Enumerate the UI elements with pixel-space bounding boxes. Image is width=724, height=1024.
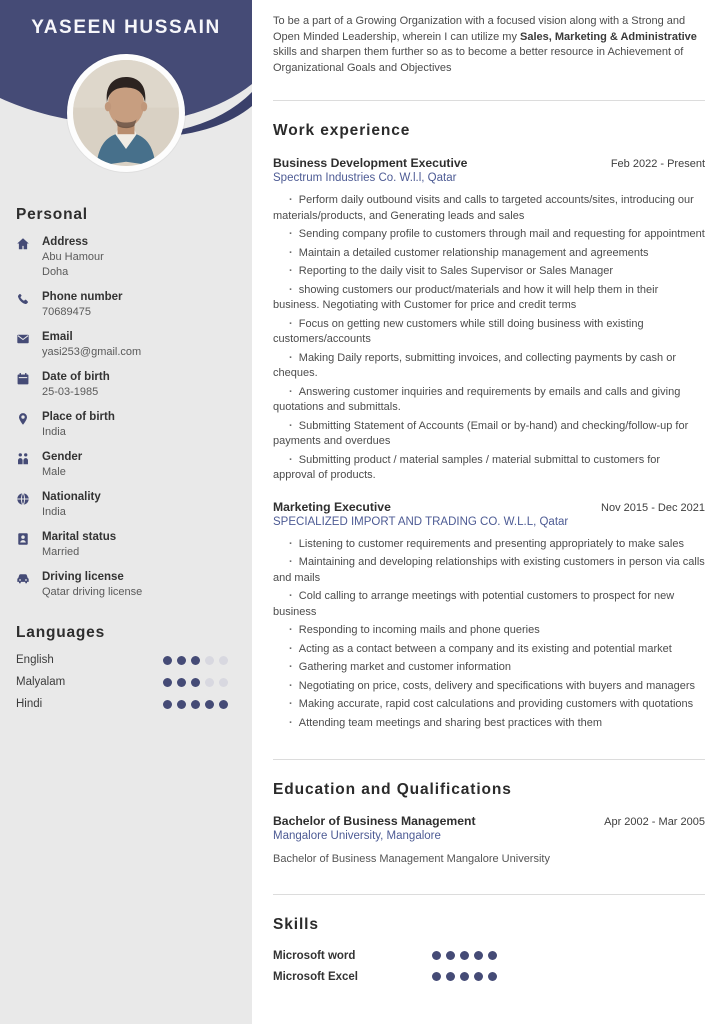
dot-filled bbox=[191, 700, 200, 709]
dot-empty bbox=[205, 678, 214, 687]
skill-list bbox=[273, 950, 705, 983]
personal-item-text bbox=[42, 291, 123, 320]
personal-item bbox=[16, 411, 236, 440]
job-bullet: · Focus on getting new customers while still doing business with existing customers/accounts bbox=[273, 317, 705, 348]
dot-filled bbox=[163, 656, 172, 665]
language-name: Malyalam bbox=[16, 676, 66, 688]
personal-item-text bbox=[42, 411, 115, 440]
personal-item-text bbox=[42, 571, 142, 600]
divider bbox=[273, 100, 705, 101]
personal-item-value: Abu Hamour bbox=[42, 251, 104, 263]
language-row bbox=[16, 676, 236, 688]
languages-section-title: Languages bbox=[16, 624, 106, 641]
gender-icon bbox=[16, 452, 31, 480]
divider bbox=[273, 759, 705, 760]
dot-filled bbox=[177, 656, 186, 665]
job-bullet: · Sending company profile to customers through mail and requesting for appointment bbox=[273, 227, 705, 243]
profile-photo-avatar bbox=[73, 60, 179, 166]
job-role: Marketing Executive bbox=[273, 499, 391, 514]
education-section-title: Education and Qualifications bbox=[273, 781, 512, 798]
skill-row bbox=[273, 971, 705, 983]
dot-filled bbox=[474, 972, 483, 981]
job-bullet: · Listening to customer requirements and presenting appropriately to make sales bbox=[273, 537, 705, 553]
degree-title: Bachelor of Business Management bbox=[273, 814, 476, 828]
personal-item bbox=[16, 531, 236, 560]
rating-dots bbox=[432, 951, 497, 960]
personal-item-label: Address bbox=[42, 236, 89, 248]
dot-filled bbox=[177, 700, 186, 709]
personal-item-value: India bbox=[42, 426, 66, 438]
rating-dots bbox=[163, 656, 228, 665]
personal-item-value: India bbox=[42, 506, 66, 518]
education-note: Bachelor of Business Management Mangalore University bbox=[273, 853, 550, 865]
job-bullets bbox=[273, 193, 705, 484]
pin-icon bbox=[16, 412, 31, 440]
job-bullet: · Acting as a contact between a company and its existing and potential market bbox=[273, 642, 705, 658]
home-icon bbox=[16, 237, 31, 280]
main-content bbox=[252, 0, 724, 992]
job-bullet: · Negotiating on price, costs, delivery and specifications with buyers and managers bbox=[273, 679, 705, 695]
divider bbox=[273, 894, 705, 895]
personal-item-value: 70689475 bbox=[42, 306, 91, 318]
skills-section-title: Skills bbox=[273, 915, 319, 933]
dot-filled bbox=[163, 678, 172, 687]
personal-item-label: Email bbox=[42, 331, 73, 343]
summary-prefix: To be a part of a Growing Organization with a focused vision along with a Strong and Open Minded Leadership, wherein I can utilize my bbox=[273, 15, 686, 43]
dot-filled bbox=[205, 700, 214, 709]
profile-photo-frame bbox=[67, 54, 185, 172]
marital-icon bbox=[16, 532, 31, 560]
skill-name: Microsoft word bbox=[273, 949, 356, 962]
rating-dots bbox=[163, 678, 228, 687]
job-entry bbox=[273, 156, 705, 484]
job-bullet: · Reporting to the daily visit to Sales Supervisor or Sales Manager bbox=[273, 264, 705, 280]
skill-row bbox=[273, 950, 705, 962]
dot-empty bbox=[219, 656, 228, 665]
summary-bold: Sales, Marketing & Administrative bbox=[520, 30, 697, 43]
personal-item-value: Male bbox=[42, 466, 66, 478]
personal-item-label: Place of birth bbox=[42, 411, 115, 423]
job-bullet: · Submitting product / material samples / material submittal to customers for approval of products. bbox=[273, 453, 705, 484]
sidebar-header bbox=[0, 0, 252, 182]
language-name: English bbox=[16, 654, 54, 666]
job-bullet: · Responding to incoming mails and phone queries bbox=[273, 623, 705, 639]
education-entry bbox=[273, 814, 705, 868]
personal-item bbox=[16, 491, 236, 520]
personal-item bbox=[16, 291, 236, 320]
rating-dots bbox=[432, 972, 497, 981]
dot-filled bbox=[446, 951, 455, 960]
dot-filled bbox=[177, 678, 186, 687]
summary-paragraph bbox=[273, 14, 705, 76]
job-list bbox=[273, 156, 705, 731]
education-dates: Apr 2002 - Mar 2005 bbox=[604, 816, 705, 828]
personal-item-text bbox=[42, 531, 116, 560]
globe-icon bbox=[16, 492, 31, 520]
email-icon bbox=[16, 332, 31, 360]
dot-filled bbox=[432, 951, 441, 960]
sidebar bbox=[0, 0, 252, 1024]
sidebar-body bbox=[0, 182, 252, 710]
dot-empty bbox=[219, 678, 228, 687]
personal-item-text bbox=[42, 371, 110, 400]
rating-dots bbox=[163, 700, 228, 709]
dot-filled bbox=[474, 951, 483, 960]
job-bullet: · Submitting Statement of Accounts (Email or by-hand) and checking/follow-up for payments and overdues bbox=[273, 419, 705, 450]
job-bullet: · Answering customer inquiries and requirements by emails and calls and giving quotations and submittals. bbox=[273, 385, 705, 416]
job-bullet: · Maintain a detailed customer relationship management and agreements bbox=[273, 246, 705, 262]
school-name: Mangalore University, Mangalore bbox=[273, 830, 441, 842]
car-icon bbox=[16, 572, 31, 600]
job-header bbox=[273, 156, 705, 170]
summary-suffix: skills and sharpen them further so as to become a better resource in Achievement of Organizational Goals and Objectives bbox=[273, 46, 684, 74]
personal-item-value[interactable]: yasi253@gmail.com bbox=[42, 346, 142, 358]
job-role: Business Development Executive bbox=[273, 156, 468, 170]
personal-item-value: Qatar driving license bbox=[42, 586, 143, 598]
job-company: SPECIALIZED IMPORT AND TRADING CO. W.L.L, Qatar bbox=[273, 515, 569, 528]
dot-filled bbox=[191, 656, 200, 665]
job-entry bbox=[273, 500, 705, 732]
dot-filled bbox=[446, 972, 455, 981]
personal-item bbox=[16, 571, 236, 600]
job-bullet: · Gathering market and customer information bbox=[273, 660, 705, 676]
dot-filled bbox=[191, 678, 200, 687]
personal-item bbox=[16, 371, 236, 400]
dot-filled bbox=[488, 951, 497, 960]
job-dates: Nov 2015 - Dec 2021 bbox=[601, 501, 705, 514]
personal-item-text bbox=[42, 491, 101, 520]
dot-filled bbox=[432, 972, 441, 981]
job-bullet: · Making Daily reports, submitting invoices, and collecting payments by cash or cheques. bbox=[273, 351, 705, 382]
job-bullet: · showing customers our product/materials and how it will help them in their business. Negotiating with Customer for price and credit terms bbox=[273, 283, 705, 314]
dot-filled bbox=[163, 700, 172, 709]
job-bullet: · Cold calling to arrange meetings with potential customers to prospect for new business bbox=[273, 589, 705, 620]
personal-item-label: Driving license bbox=[42, 571, 124, 583]
job-bullet: · Maintaining and developing relationships with existing customers in person via calls and mails bbox=[273, 555, 705, 586]
dot-filled bbox=[460, 972, 469, 981]
personal-item-text bbox=[42, 236, 104, 280]
dot-filled bbox=[460, 951, 469, 960]
personal-item-label: Date of birth bbox=[42, 371, 110, 383]
personal-item-text bbox=[42, 331, 141, 360]
language-row bbox=[16, 698, 236, 710]
job-company: Spectrum Industries Co. W.l.l, Qatar bbox=[273, 172, 457, 184]
personal-item bbox=[16, 236, 236, 280]
personal-item-label: Marital status bbox=[42, 531, 117, 543]
personal-item-value: 25-03-1985 bbox=[42, 386, 99, 398]
skill-name: Microsoft Excel bbox=[273, 970, 358, 983]
language-list bbox=[16, 654, 236, 710]
language-row bbox=[16, 654, 236, 666]
calendar-icon bbox=[16, 372, 31, 400]
language-name: Hindi bbox=[16, 698, 43, 710]
personal-item-text bbox=[42, 451, 82, 480]
job-bullets bbox=[273, 537, 705, 732]
personal-item-label: Gender bbox=[42, 451, 83, 463]
person-name: YASEEN HUSSAIN bbox=[31, 17, 221, 38]
personal-item-value: Doha bbox=[42, 266, 69, 278]
personal-item-value: Married bbox=[42, 546, 80, 558]
job-bullet: · Attending team meetings and sharing best practices with them bbox=[273, 716, 705, 732]
job-bullet: · Making accurate, rapid cost calculations and providing customers with quotations bbox=[273, 697, 705, 713]
dot-filled bbox=[488, 972, 497, 981]
work-section-title: Work experience bbox=[273, 122, 411, 139]
personal-items bbox=[16, 236, 236, 600]
profile-photo bbox=[73, 60, 179, 166]
personal-item bbox=[16, 451, 236, 480]
personal-item-label: Phone number bbox=[42, 291, 123, 303]
dot-filled bbox=[219, 700, 228, 709]
dot-empty bbox=[205, 656, 214, 665]
personal-item-label: Nationality bbox=[42, 491, 101, 503]
job-dates: Feb 2022 - Present bbox=[610, 158, 705, 170]
personal-item bbox=[16, 331, 236, 360]
job-header bbox=[273, 500, 705, 514]
job-bullet: · Perform daily outbound visits and calls to targeted accounts/sites, introducing our materials/products, and Generating leads and sales bbox=[273, 193, 705, 224]
personal-section-title: Personal bbox=[16, 206, 88, 223]
phone-icon bbox=[16, 292, 31, 320]
